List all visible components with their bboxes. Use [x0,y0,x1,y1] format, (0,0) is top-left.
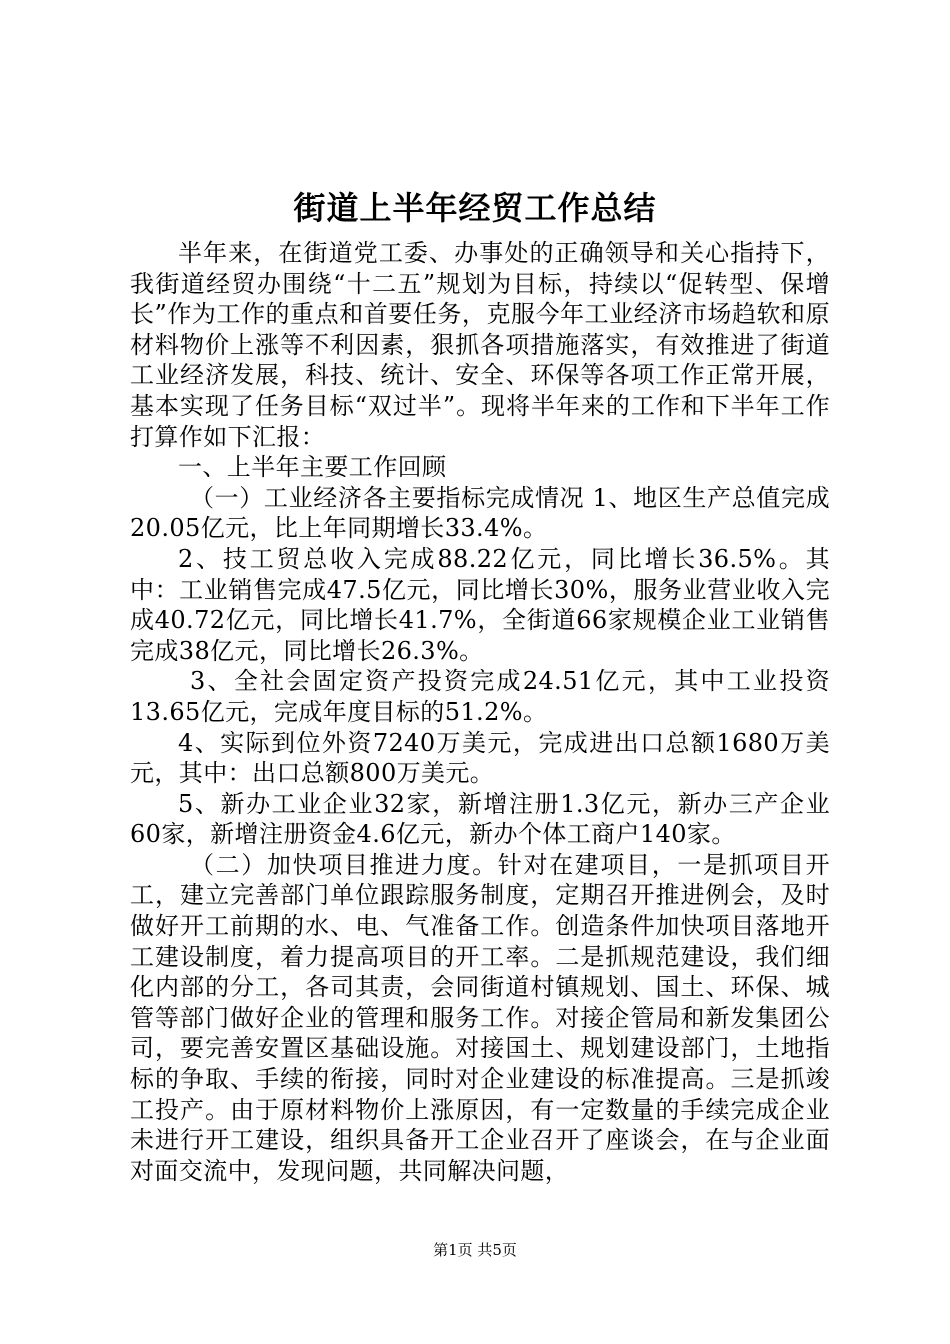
paragraph-indicators: （一）工业经济各主要指标完成情况 1、地区生产总值完成20.05亿元，比上年同期增长33.4%。 [130,483,830,543]
section-heading-review: 一、上半年主要工作回顾 [178,453,447,482]
document-body [130,238,830,1186]
paragraph-new-enterprises: 5、新办工业企业32家，新增注册1.3亿元，新办三产企业60家，新增注册资金4.6亿元，新办个体工商户140家。 [130,789,830,849]
paragraph-investment: 3、全社会固定资产投资完成24.51亿元，其中工业投资13.65亿元，完成年度目标的51.2%。 [130,667,830,726]
paragraph-revenue: 2、技工贸总收入完成88.22亿元，同比增长36.5%。其中：工业销售完成47.5亿元，同比增长30%，服务业营业收入完成40.72亿元，同比增长41.7%，全街道66家规模企业工业销售完成38亿元，同比增长26.3%。 [130,544,830,665]
paragraph-project-progress: （二）加快项目推进力度。针对在建项目，一是抓项目开工，建立完善部门单位跟踪服务制度，定期召开推进例会，及时做好开工前期的水、电、气准备工作。创造条件加快项目落地开工建设制度，着力提高项目的开工率。二是抓规范建设，我们细化内部的分工，各司其责，会同街道村镇规划、国土、环保、城管等部门做好企业的管理和服务工作。对接企管局和新发集团公司，要完善安置区基础设施。对接国土、规划建设部门，土地指标的争取、手续的衔接，同时对企业建设的标准提高。三是抓竣工投产。由于原材料物价上涨原因，有一定数量的手续完成企业未进行开工建设，组织具备开工企业召开了座谈会，在与企业面对面交流中，发现问题，共同解决问题， [130,850,830,1185]
document-title: 街道上半年经贸工作总结 [293,189,657,227]
intro-paragraph: 半年来，在街道党工委、办事处的正确领导和关心指持下，我街道经贸办围绕“十二五”规划为目标，持续以“促转型、保增长”作为工作的重点和首要任务，克服今年工业经济市场趋软和原材料物价上涨等不利因素，狠抓各项措施落实，有效推进了街道工业经济发展，科技、统计、安全、环保等各项工作正常开展，基本实现了任务目标“双过半”。现将半年来的工作和下半年工作打算作如下汇报： [130,239,830,451]
paragraph-foreign-capital: 4、实际到位外资7240万美元，完成进出口总额1680万美元，其中：出口总额800万美元。 [130,728,830,788]
page-footer: 第1页 共5页 [433,1241,517,1259]
